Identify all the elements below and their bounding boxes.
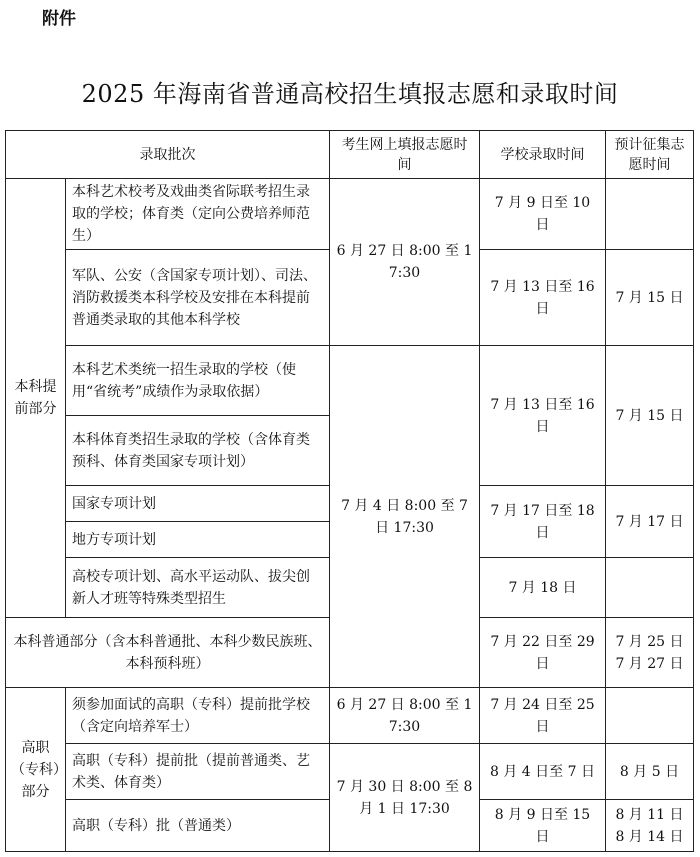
solicit-cell: 7 月 25 日 7 月 27 日: [606, 618, 694, 688]
batch-cell: 高校专项计划、高水平运动队、拔尖创新人才班等特殊类型招生: [66, 558, 330, 618]
admission-cell: 7 月 18 日: [480, 558, 606, 618]
solicit-cell: [606, 688, 694, 744]
attachment-label: 附件: [42, 9, 76, 29]
solicit-cell: 7 月 15 日: [606, 250, 694, 346]
admission-cell: 7 月 17 日至 18 日: [480, 486, 606, 558]
header-online-fill: 考生网上填报志愿时间: [330, 131, 480, 179]
batch-cell: 本科艺术校考及戏曲类省际联考招生录取的学校；体育类（定向公费培养师范生）: [66, 179, 330, 250]
header-solicit: 预计征集志愿时间: [606, 131, 694, 179]
online-fill-cell: 6 月 27 日 8:00 至 17:30: [330, 179, 480, 346]
solicit-cell: [606, 558, 694, 618]
admission-cell: 7 月 13 日至 16 日: [480, 346, 606, 486]
admission-cell: 7 月 9 日至 10 日: [480, 179, 606, 250]
online-fill-cell: 7 月 30 日 8:00 至 8 月 1 日 17:30: [330, 744, 480, 852]
batch-cell: 国家专项计划: [66, 486, 330, 522]
solicit-cell: 7 月 17 日: [606, 486, 694, 558]
header-batch: 录取批次: [6, 131, 330, 179]
batch-cell: 高职（专科）提前批（提前普通类、艺术类、体育类）: [66, 744, 330, 800]
admission-cell: 8 月 4 日至 7 日: [480, 744, 606, 800]
admission-cell: 7 月 13 日至 16 日: [480, 250, 606, 346]
solicit-cell: [606, 179, 694, 250]
online-fill-cell: 7 月 4 日 8:00 至 7 日 17:30: [330, 346, 480, 688]
admission-cell: 7 月 22 日至 29 日: [480, 618, 606, 688]
admission-cell: 7 月 24 日至 25 日: [480, 688, 606, 744]
admission-cell: 8 月 9 日至 15 日: [480, 800, 606, 852]
group-early-undergrad: 本科提前部分: [6, 179, 66, 618]
group-vocational: 高职（专科）部分: [6, 688, 66, 852]
solicit-cell: 8 月 11 日 8 月 14 日: [606, 800, 694, 852]
admission-schedule-table: [5, 130, 694, 852]
batch-cell: 须参加面试的高职（专科）提前批学校（含定向培养军士）: [66, 688, 330, 744]
online-fill-cell: 6 月 27 日 8:00 至 17:30: [330, 688, 480, 744]
batch-cell-undergrad-regular: 本科普通部分（含本科普通批、本科少数民族班、本科预科班）: [6, 618, 330, 688]
batch-cell: 本科艺术类统一招生录取的学校（使用“省统考”成绩作为录取依据）: [66, 346, 330, 416]
batch-cell: 军队、公安（含国家专项计划）、司法、消防救援类本科学校及安排在本科提前普通类录取的其他本科学校: [66, 250, 330, 346]
batch-cell: 地方专项计划: [66, 522, 330, 558]
header-admission: 学校录取时间: [480, 131, 606, 179]
solicit-cell: 8 月 5 日: [606, 744, 694, 800]
document-title: 2025 年海南省普通高校招生填报志愿和录取时间: [81, 80, 619, 108]
solicit-cell: 7 月 15 日: [606, 346, 694, 486]
batch-cell: 高职（专科）批（普通类）: [66, 800, 330, 852]
batch-cell: 本科体育类招生录取的学校（含体育类预科、体育类国家专项计划）: [66, 416, 330, 486]
